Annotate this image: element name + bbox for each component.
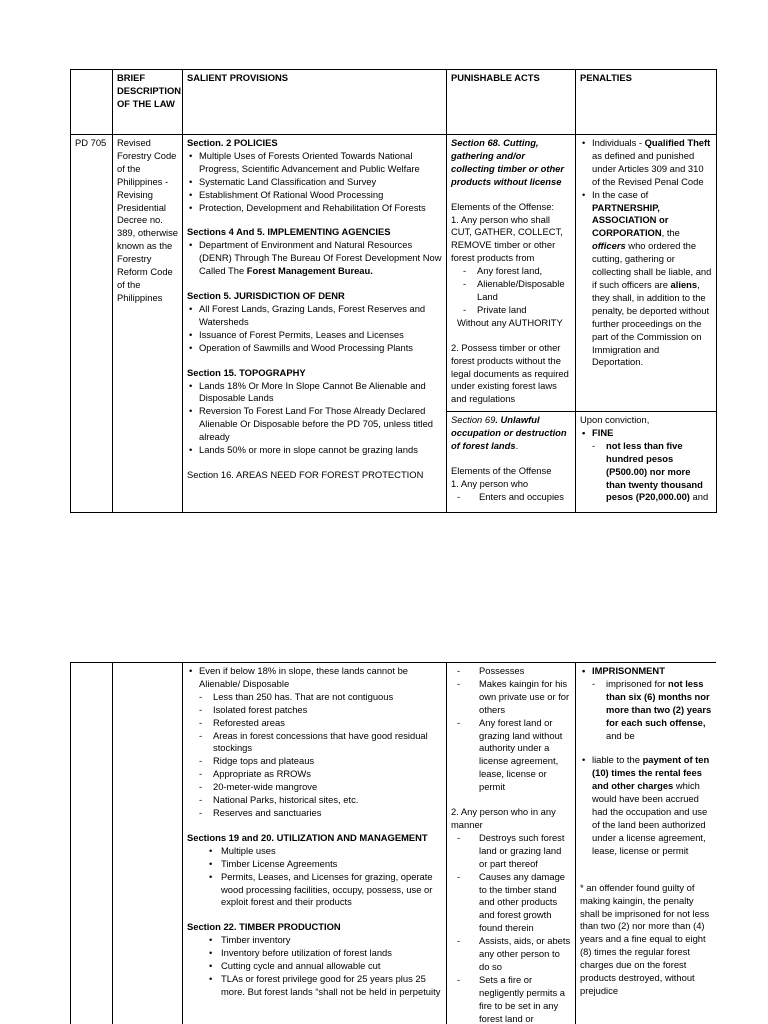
section-2-title: Section. 2 POLICIES	[187, 137, 278, 148]
cell-divider	[576, 411, 716, 412]
list-item-text: Department of Environment and Natural Resources (DENR) Through The Bureau Of Forest Development Now Called The	[199, 239, 442, 277]
list-item: - Causes any damage to the timber stand and other products and forest growth found therein	[451, 871, 571, 936]
list-item: - Reforested areas	[187, 717, 442, 730]
penalty-68-list	[580, 137, 712, 369]
penalties-cell-2	[576, 663, 717, 1024]
section-19-20-list	[187, 845, 442, 910]
provisions-cell	[183, 135, 447, 513]
list-item: - Assists, aids, or abets any other person to do so	[451, 935, 571, 974]
list-item	[580, 440, 712, 505]
list-item: - Any forest land or grazing land without authority under a license agreement, lease, license or permit	[451, 717, 571, 794]
list-item	[580, 137, 712, 189]
list-item: • Inventory before utilization of forest lands	[187, 947, 442, 960]
imprisonment-list	[580, 665, 712, 678]
law-name-empty	[71, 663, 113, 1024]
penalty-text: who ordered the cutting, gathering or collecting shall be liable, and if such officers are	[592, 240, 712, 290]
list-item: - Reserves and sanctuaries	[187, 807, 442, 820]
penalty-text: and be	[606, 729, 635, 741]
penalty-bold: Qualified Theft	[644, 137, 711, 148]
list-item	[580, 678, 712, 743]
penalty-text: liable to the	[592, 754, 643, 766]
section-69-block	[451, 414, 571, 503]
penalty-68-block	[580, 137, 712, 409]
penalty-bold: aliens	[670, 278, 698, 290]
section-69-label: Section 69	[451, 414, 496, 425]
section-4-5-title: Sections 4 And 5. IMPLEMENTING AGENCIES	[187, 226, 391, 238]
element-3-intro: 1. Any person who	[451, 477, 529, 489]
list-item: - Destroys such forest land or grazing land or part thereof	[451, 832, 571, 871]
header-provisions: SALIENT PROVISIONS	[183, 70, 447, 135]
list-item: • Systematic Land Classification and Survey	[187, 176, 442, 189]
list-item: • Multiple Uses of Forests Oriented Towards National Progress, Scientific Advancement and Public Welfare	[187, 150, 442, 176]
list-item: - 20-meter-wide mangrove	[187, 781, 442, 794]
header-penalties: PENALTIES	[576, 70, 717, 135]
penalty-text: , they shall, in addition to the penalty, be deported without further proceedings on the part of the Commission on Immigration and Deportation.	[592, 278, 710, 368]
continuation-dash-list	[187, 691, 442, 820]
list-item: - Appropriate as RROWs	[187, 768, 442, 781]
section-22-list	[187, 934, 442, 999]
list-item: • Issuance of Forest Permits, Leases and Licenses	[187, 329, 442, 342]
penalties-cell	[576, 135, 717, 513]
element-1-list	[451, 265, 571, 317]
list-item: • Lands 50% or more in slope cannot be grazing lands	[187, 444, 442, 457]
section-22-title: Section 22. TIMBER PRODUCTION	[187, 921, 341, 933]
section-2-list	[187, 150, 442, 215]
penalty-label: Individuals -	[592, 137, 645, 148]
list-item: • Multiple uses	[187, 845, 442, 858]
list-item: - Alienable/Disposable Land	[451, 278, 571, 304]
list-item: • Reversion To Forest Land For Those Already Declared Alienable Or Disposable before the PD 705, unless titled already	[187, 405, 442, 444]
law-table-top	[70, 69, 717, 513]
list-item: - Less than 250 has. That are not contiguous	[187, 691, 442, 704]
list-item: - Possesses	[451, 665, 571, 678]
section-19-20-title: Sections 19 and 20. UTILIZATION AND MANAGEMENT	[187, 831, 428, 843]
elements-label: Elements of the Offense:	[451, 200, 555, 212]
list-item: - Sets a fire or negligently permits a fire to be set in any forest land or	[451, 974, 571, 1024]
acts-cell-2	[447, 663, 576, 1024]
element-1-outro: Without any AUTHORITY	[457, 316, 563, 328]
list-item	[580, 754, 712, 857]
list-item: • Operation of Sawmills and Wood Processing Plants	[187, 342, 442, 355]
list-item: - Isolated forest patches	[187, 704, 442, 717]
list-item: - Private land	[451, 304, 571, 317]
element-3-list	[451, 491, 571, 504]
section-69-end: .	[515, 439, 519, 451]
conviction-text: Upon conviction,	[580, 414, 650, 425]
fine-list	[580, 427, 712, 440]
list-item: - Areas in forest concessions that have good residual stockings	[187, 730, 442, 756]
acts-top-list	[451, 665, 571, 794]
list-item: • Timber License Agreements	[187, 858, 442, 871]
provisions-cell-2	[183, 663, 447, 1024]
list-item: • Permits, Leases, and Licenses for grazing, operate wood processing facilities, occupy, possess, use or exploit forest and their products	[187, 871, 442, 910]
law-description-empty	[113, 663, 183, 1024]
list-item: - Makes kaingin for his own private use or for others	[451, 678, 571, 717]
list-item: • Protection, Development and Rehabilitation Of Forests	[187, 202, 442, 215]
section-68-block	[451, 137, 571, 409]
kaingin-note: * an offender found guilty of making kaingin, the penalty shall be imprisoned for not less than two (2) nor more than (4) years and a fine equal to eight (8) times the regular forest charges due on the forest products destroyed, without prejudice	[580, 881, 710, 996]
list-item	[187, 239, 442, 278]
fine-sublist	[580, 440, 712, 505]
list-item-bold: Forest Management Bureau.	[246, 265, 373, 277]
section-69-title: . Unlawful occupation or destruction of forest lands	[451, 414, 567, 451]
header-description: BRIEF DESCRIPTION OF THE LAW	[113, 70, 183, 135]
acts-cell	[447, 135, 576, 513]
element-2-list	[451, 832, 571, 1024]
penalty-69-block	[580, 414, 712, 504]
section-4-5-list	[187, 239, 442, 278]
penalty-italic: officers	[592, 240, 626, 252]
fine-amount: not less than five hundred pesos (P500.00) nor more than twenty thousand pesos (P20,000.00)	[606, 439, 703, 503]
header-acts: PUNISHABLE ACTS	[447, 70, 576, 135]
list-item	[580, 189, 712, 370]
liable-list	[580, 754, 712, 857]
elements-label-2: Elements of the Offense	[451, 464, 552, 476]
law-description: Revised Forestry Code of the Philippines - Revising Presidential Decree no. 389, otherwise known as the Forestry Reform Code of the Philippines	[113, 135, 183, 513]
list-item: • All Forest Lands, Grazing Lands, Forest Reserves and Watersheds	[187, 303, 442, 329]
element-2-intro: 2. Any person who in any manner	[451, 806, 556, 830]
header-row	[71, 70, 717, 135]
cell-divider	[447, 411, 575, 412]
law-name: PD 705	[71, 135, 113, 513]
fine-and: and	[689, 491, 709, 503]
imprisonment-label: • IMPRISONMENT	[580, 665, 712, 678]
continuation-row	[71, 663, 717, 1024]
penalty-bold: PARTNERSHIP, ASSOCIATION or CORPORATION	[592, 201, 669, 239]
list-item: - Ridge tops and plateaus	[187, 755, 442, 768]
section-15-list	[187, 380, 442, 457]
element-1-intro: 1. Any person who shall CUT, GATHER, COLLECT, REMOVE timber or other forest products from	[451, 213, 563, 264]
section-16-title: Section 16. AREAS NEED FOR FOREST PROTECTION	[187, 468, 424, 480]
header-law	[71, 70, 113, 135]
list-item: • Timber inventory	[187, 934, 442, 947]
pd705-row	[71, 135, 717, 513]
penalty-text: imprisoned for	[606, 677, 669, 689]
list-item: - National Parks, historical sites, etc.	[187, 794, 442, 807]
penalty-bold: not less than six (6) months nor more than two (2) years for each such offense,	[606, 677, 712, 728]
list-item: • Lands 18% Or More In Slope Cannot Be Alienable and Disposable Lands	[187, 380, 442, 406]
section-68-title: . Cutting, gathering and/or collecting timber or other products without license	[451, 137, 565, 187]
element-2: 2. Possess timber or other forest products without the legal documents as required under existing forest laws and regulations	[451, 341, 569, 405]
list-item: - Enters and occupies	[451, 491, 571, 504]
list-item: • TLAs or forest privilege good for 25 years plus 25 more. But forest lands “shall not be held in perpetuity	[187, 973, 442, 999]
list-item: - Any forest land,	[451, 265, 571, 278]
imprisonment-sublist	[580, 678, 712, 743]
penalty-text: which would have been accrued had the occupation and use of the land been authorized under a license agreement, lease, license or permit	[592, 780, 708, 856]
section-68-label: Section 68	[451, 137, 498, 148]
penalty-text: as defined and punished under Articles 309 and 310 of the Revised Penal Code	[592, 149, 704, 187]
section-5-list	[187, 303, 442, 355]
list-item: • Establishment Of Rational Wood Processing	[187, 189, 442, 202]
list-item: • Cutting cycle and annual allowable cut	[187, 960, 442, 973]
list-item: • Even if below 18% in slope, these lands cannot be Alienable/ Disposable	[187, 665, 442, 691]
section-5-title: Section 5. JURISDICTION OF DENR	[187, 290, 345, 302]
penalty-bold: payment of ten (10) times the rental fees and other charges	[592, 754, 710, 792]
table-page-2	[70, 662, 716, 1024]
penalty-text: In the case of	[592, 188, 649, 200]
table-page-1	[70, 69, 716, 513]
fine-label: • FINE	[580, 427, 712, 440]
section-15-title: Section 15. TOPOGRAPHY	[187, 366, 306, 378]
penalty-text: , the	[661, 227, 680, 239]
continuation-list	[187, 665, 442, 691]
law-table-bottom	[70, 662, 716, 1024]
